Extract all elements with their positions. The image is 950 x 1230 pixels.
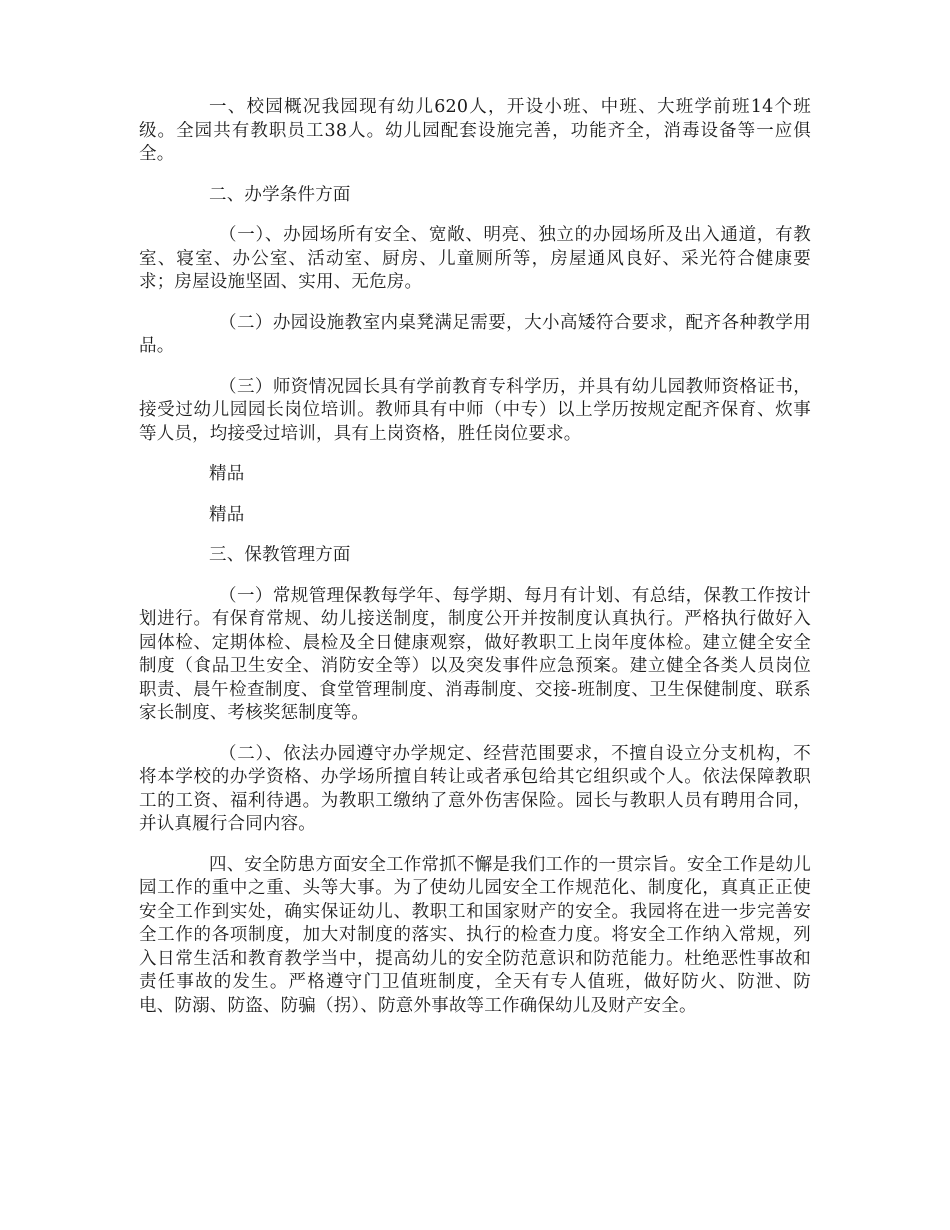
heading-management: 三、保教管理方面	[209, 545, 351, 565]
paragraph-routine-management: （一）常规管理保教每学年、每学期、每月有计划、有总结，保教工作按计划进行。有保育常规、幼儿接送制度，制度公开并按制度认真执行。严格执行做好入园体检、定期体检、晨检及全日健康观察，做好教职工上岗年度体检。建立健全安全制度（食品卫生安全、消防安全等）以及突发事件应急预案。建立健全各类人员岗位职责、晨午检查制度、食堂管理制度、消毒制度、交接-班制度、卫生保健制度、联系家长制度、考核奖惩制度等。	[139, 585, 811, 723]
watermark-text-1: 精品	[209, 464, 245, 484]
paragraph-staff: （三）师资情况园长具有学前教育专科学历，并具有幼儿园教师资格证书，接受过幼儿园园长岗位培训。教师具有中师（中专）以上学历按规定配齐保育、炊事等人员，均接受过培训，具有上岗资格，胜任岗位要求。	[139, 376, 811, 444]
paragraph-safety: 四、安全防患方面安全工作常抓不懈是我们工作的一贯宗旨。安全工作是幼儿园工作的重中之重、头等大事。为了使幼儿园安全工作规范化、制度化，真真正正使安全工作到实处，确实保证幼儿、教职工和国家财产的安全。我园将在进一步完善安全工作的各项制度，加大对制度的落实、执行的检查力度。将安全工作纳入常规，列入日常生活和教育教学当中，提高幼儿的安全防范意识和防范能力。杜绝恶性事故和责任事故的发生。严格遵守门卫值班制度，全天有专人值班，做好防火、防泄、防电、防溺、防盗、防骗（拐）、防意外事故等工作确保幼儿及财产安全。	[139, 854, 811, 1016]
paragraph-facilities: （二）办园设施教室内桌凳满足需要，大小高矮符合要求，配齐各种教学用品。	[139, 312, 811, 356]
document-page	[139, 96, 811, 1035]
watermark-text-2: 精品	[209, 504, 245, 525]
heading-conditions: 二、办学条件方面	[209, 184, 351, 205]
paragraph-venue: （一）、办园场所有安全、宽敞、明亮、独立的办园场所及出入通道，有教室、寝室、办公室、活动室、厨房、儿童厕所等，房屋通风良好、采光符合健康要求；房屋设施坚固、实用、无危房。	[139, 225, 811, 292]
paragraph-legal-operation: （二）、依法办园遵守办学规定、经营范围要求，不擅自设立分支机构，不将本学校的办学资格、办学场所擅自转让或者承包给其它组织或个人。依法保障教职工的工资、福利待遇。为教职工缴纳了意外伤害保险。园长与教职人员有聘用合同，并认真履行合同内容。	[139, 743, 811, 834]
paragraph-campus-overview: 一、校园概况我园现有幼儿620人，开设小班、中班、大班学前班14个班级。全园共有教职员工38人。幼儿园配套设施完善，功能齐全，消毒设备等一应俱全。	[139, 97, 811, 164]
